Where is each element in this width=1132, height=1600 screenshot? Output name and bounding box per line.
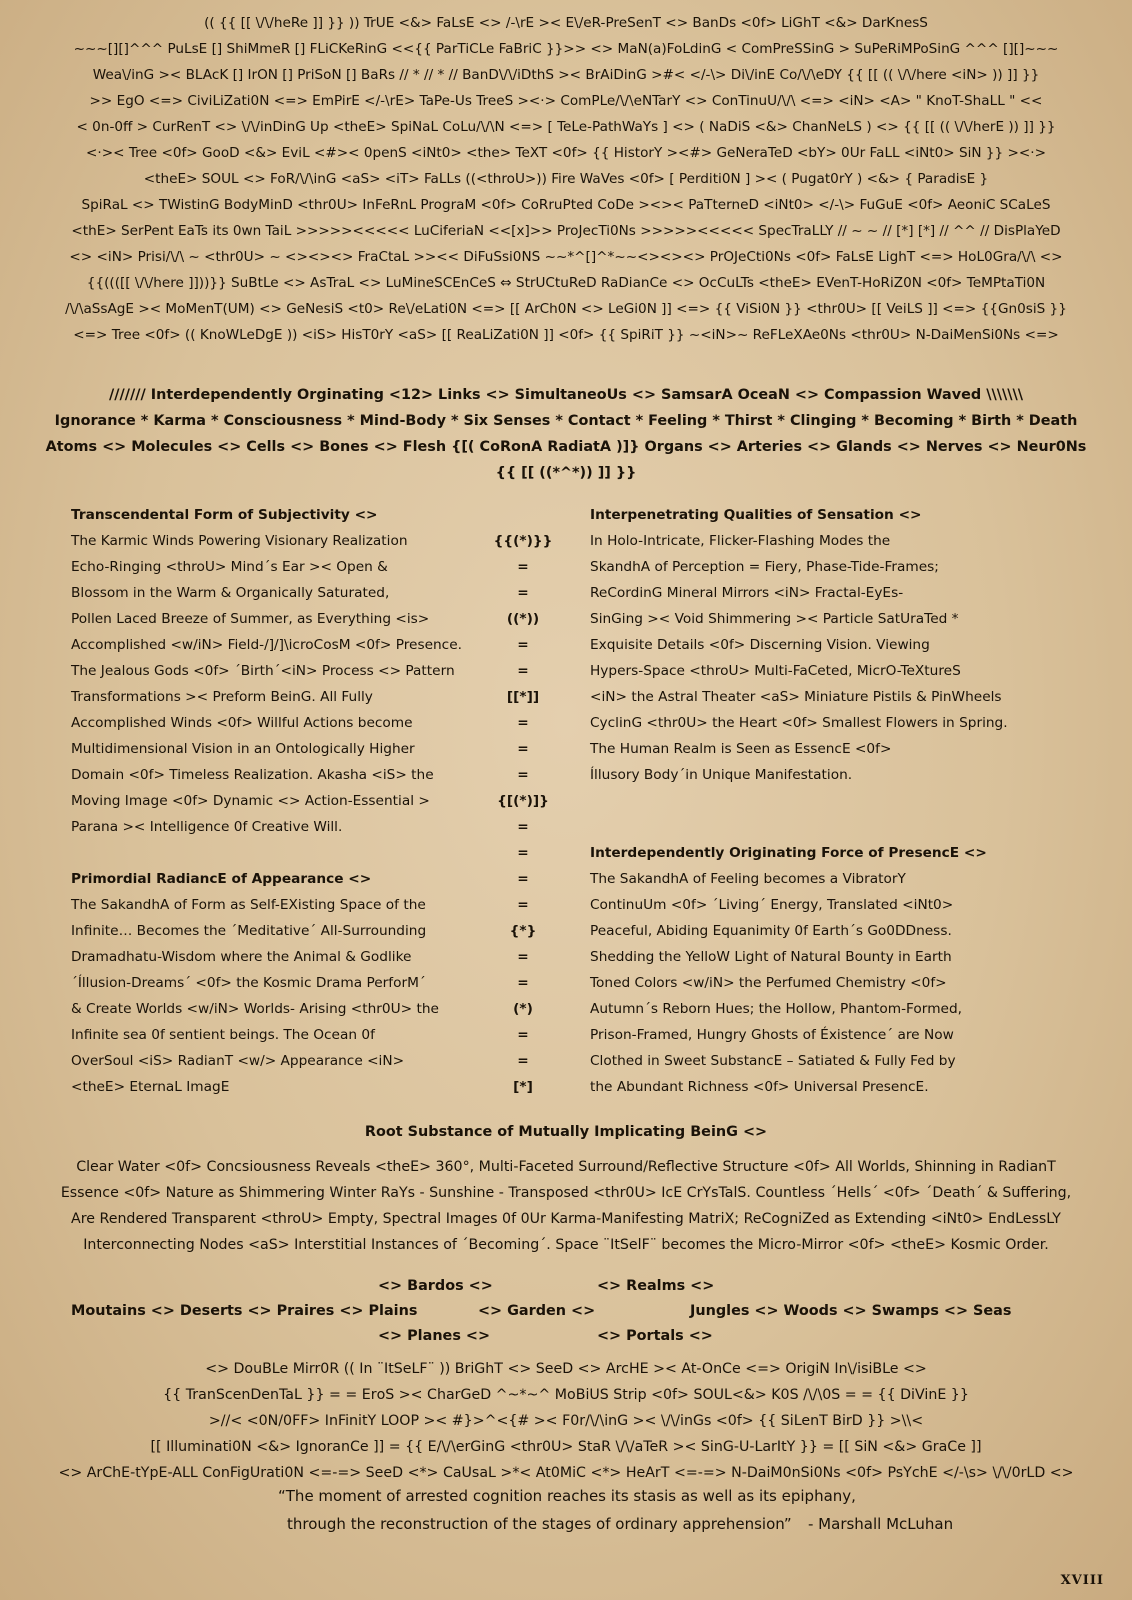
column-line: ContinuUm <0f> ´Living´ Energy, Translated <iNt0>: [590, 897, 954, 913]
twelve-links-list: Ignorance * Karma * Consciousness * Mind-Body * Six Senses * Contact * Feeling * Thirst * Clinging * Becoming * Birth * Death: [54, 413, 1078, 429]
verse-line: <·>< Tree <0f> GooD <&> EviL <#>< 0penS <iNt0> <the> TeXT <0f> {{ HistorY ><#> GeNeraTeD <bY> 0Ur FaLL <iNt0> SiN }} ><·>: [86, 145, 1046, 161]
column-line: & Create Worlds <w/iN> Worlds- Arising <thr0U> the: [71, 1001, 439, 1017]
verse-line: SpiRaL <> TWistinG BodyMinD <thr0U> InFeRnL PrograM <0f> CoRruPted CoDe ><>< PaTterneD <iNt0> </-\> FuGuE <0f> AeoniC SCaLeS: [81, 197, 1051, 213]
links-heading: /////// Interdependently Orginating <12> Links <> SimultaneoUs <> SamsarA OceaN <> Compassion Waved \\\\\\\: [109, 387, 1023, 403]
divider-symbol: =: [517, 663, 529, 679]
bardos-label: <> Bardos <>: [378, 1278, 493, 1294]
column-line: Echo-Ringing <throU> Mind´s Ear >< Open &: [71, 559, 388, 575]
quote-author: - Marshall McLuhan: [808, 1515, 954, 1533]
divider-symbol: =: [517, 975, 529, 991]
page-number: XVIII: [1060, 1573, 1104, 1588]
section-title: Primordial RadiancE of Appearance <>: [71, 871, 372, 887]
column-line: Transformations >< Preform BeinG. All Fully: [71, 689, 373, 705]
column-line: Blossom in the Warm & Organically Saturated,: [71, 585, 390, 601]
column-line: SinGing >< Void Shimmering >< Particle SatUraTed *: [590, 611, 959, 627]
column-line: SkandhA of Perception = Fiery, Phase-Tide-Frames;: [590, 559, 939, 575]
verse-line: <> ArChE-tYpE-ALL ConFigUrati0N <=-=> SeeD <*> CaUsaL >*< At0MiC <*> HeArT <=-=> N-DaiM0nSi0Ns <0f> PsYchE </-\s> \/\/0rLD <>: [58, 1465, 1074, 1481]
top-verse-block: [20, 10, 1112, 348]
divider-symbol: [[*]]: [506, 689, 540, 705]
root-substance-title: Root Substance of Mutually Implicating BeinG <>: [364, 1124, 768, 1140]
column-line: ´Íllusion-Dreams´ <0f> the Kosmic Drama PerforM´: [71, 975, 426, 991]
column-line: The SakandhA of Feeling becomes a VibratorY: [590, 871, 906, 887]
column-line: OverSoul <iS> RadianT <w/> Appearance <iN>: [71, 1053, 405, 1069]
divider-symbol: [*]: [513, 1079, 533, 1095]
links-heading-block: [20, 382, 1112, 486]
quote-line-1: “The moment of arrested cognition reaches its stasis as well as its epiphany,: [278, 1487, 856, 1505]
divider-symbol: =: [517, 871, 529, 887]
body-elements-list: Atoms <> Molecules <> Cells <> Bones <> Flesh {[( CoRonA RadiatA )]} Organs <> Arteries <> Glands <> Nerves <> Neur0Ns: [45, 439, 1087, 455]
column-line: Shedding the YelloW Light of Natural Bounty in Earth: [590, 949, 952, 965]
verse-line: (( {{ [[ \/\/heRe ]] }} )) TrUE <&> FaLsE <> /-\rE >< E\/eR-PreSenT <> BanDs <0f> LiGhT <&> DarKnesS: [204, 15, 928, 31]
column-line: <iN> the Astral Theater <aS> Miniature Pistils & PinWheels: [590, 689, 1002, 705]
heading-symbol: {{ [[ ((*^*)) ]] }}: [495, 465, 637, 481]
column-line: CyclinG <thr0U> the Heart <0f> Smallest Flowers in Spring.: [590, 715, 1008, 731]
divider-symbol: =: [517, 767, 529, 783]
column-line: The Karmic Winds Powering Visionary Realization: [71, 533, 408, 549]
column-line: Infinite sea 0f sentient beings. The Ocean 0f: [71, 1027, 375, 1043]
closing-verse-block: [20, 1356, 1112, 1486]
root-substance-body: [20, 1154, 1112, 1258]
paragraph-line: Clear Water <0f> Concsiousness Reveals <theE> 360°, Multi-Faceted Surround/Reflective Structure <0f> All Worlds, Shinning in RadianT: [76, 1159, 1056, 1175]
column-line: The Jealous Gods <0f> ´Birth´<iN> Process <> Pattern: [71, 663, 455, 679]
column-line: Infinite… Becomes the ´Meditative´ All-Surrounding: [71, 923, 427, 939]
column-line: Pollen Laced Breeze of Summer, as Everything <is>: [71, 611, 430, 627]
verse-line: <> <iN> Prisi/\/\ ~ <thr0U> ~ <><><> FraCtaL >><< DiFuSsi0NS ~~*^[]^*~~<><><> PrOJeCti0Ns <0f> FaLsE LighT <=> HoL0Gra/\/\ <>: [69, 249, 1063, 265]
verse-line: {{((([[ \/\/here ]]))}} SuBtLe <> AsTraL <> LuMineSCEnCeS ⇔ StrUCtuReD RaDianCe <> OcCuLTs <theE> EVenT-HoRiZ0N <0f> TeMPtaTi0N: [86, 275, 1046, 291]
column-line: the Abundant Richness <0f> Universal PresencE.: [590, 1079, 929, 1095]
divider-symbol: =: [517, 1027, 529, 1043]
garden-label: <> Garden <>: [478, 1303, 596, 1319]
divider-symbol: ((*)): [506, 611, 540, 627]
column-line: Dramadhatu-Wisdom where the Animal & Godlike: [71, 949, 412, 965]
column-line: The SakandhA of Form as Self-EXisting Space of the: [71, 897, 426, 913]
spacer: [590, 814, 1110, 840]
verse-line: ~~~[][]^^^ PuLsE [] ShiMmeR [] FLiCKeRinG <<{{ ParTiCLe FaBriC }}>> <> MaN(a)FoLdinG < ComPreSSinG > SuPeRiMPoSinG ^^^ [][]~~~: [73, 41, 1059, 57]
column-line: The Human Realm is Seen as EssencE <0f>: [590, 741, 892, 757]
column-line: Prison-Framed, Hungry Ghosts of Éxistence´ are Now: [590, 1027, 954, 1043]
column-line: <theE> EternaL ImagE: [71, 1079, 230, 1095]
landscapes-right: Jungles <> Woods <> Swamps <> Seas: [690, 1303, 1012, 1319]
middle-symbol-column: [490, 502, 556, 1100]
verse-line: /\/\aSsAgE >< MoMenT(UM) <> GeNesiS <t0> Re\/eLati0N <=> [[ ArCh0N <> LeGi0N ]] <=> {{ ViSi0N }} <thr0U> [[ VeiLS ]] <=> {{Gn0siS }}: [65, 301, 1067, 317]
column-line: Toned Colors <w/iN> the Perfumed Chemistry <0f>: [590, 975, 947, 991]
divider-symbol: =: [517, 897, 529, 913]
divider-symbol: =: [517, 715, 529, 731]
divider-symbol: =: [517, 637, 529, 653]
verse-line: <> DouBLe Mirr0R (( In ¨ItSeLF¨ )) BriGhT <> SeeD <> ArcHE >< At-OnCe <=> OrigiN In\/isiBLe <>: [205, 1361, 927, 1377]
section-title: Transcendental Form of Subjectivity <>: [71, 507, 378, 523]
verse-line: <theE> SOUL <> FoR/\/\inG <aS> <iT> FaLLs ((<throU>)) Fire WaVes <0f> [ Perditi0N ] >< ( Pugat0rY ) <&> { ParadisE }: [143, 171, 989, 187]
planes-label: <> Planes <>: [378, 1328, 491, 1344]
portals-label: <> Portals <>: [597, 1328, 713, 1344]
divider-symbol: =: [517, 845, 529, 861]
column-line: Accomplished <w/iN> Field-/]/]\icroCosM <0f> Presence.: [71, 637, 462, 653]
section-title: Interdependently Originating Force of PresencE <>: [590, 845, 987, 861]
verse-line: {{ TranScenDenTaL }} = = ErоS >< CharGeD ^~*~^ MoBiUS Strip <0f> SOUL<&> K0S /\/\0S = = {{ DiVinE }}: [163, 1387, 969, 1403]
right-column: [590, 502, 1110, 1100]
column-line: Parana >< Intelligence 0f Creative Will.: [71, 819, 343, 835]
paragraph-line: Essence <0f> Nature as Shimmering Winter RaYs - Sunshine - Transposed <thr0U> IcE CrYsTalS. Countless ´Hells´ <0f> ´Death´ & Suffering,: [60, 1185, 1072, 1201]
quote-line-2: through the reconstruction of the stages of ordinary apprehension”: [287, 1515, 792, 1533]
column-line: Íllusory Body´in Unique Manifestation.: [590, 767, 853, 783]
column-line: Peaceful, Abiding Equanimity 0f Earth´s Go0DDness.: [590, 923, 952, 939]
verse-line: [[ Illuminati0N <&> IgnoranCe ]] = {{ E/\/\erGinG <thr0U> StaR \/\/aTeR >< SinG-U-LarItY }} = [[ SiN <&> GraCe ]]: [150, 1439, 982, 1455]
divider-symbol: (*): [513, 1001, 533, 1017]
column-line: Exquisite Details <0f> Discerning Vision. Viewing: [590, 637, 930, 653]
section-title: Interpenetrating Qualities of Sensation <>: [590, 507, 922, 523]
landscapes-left: Moutains <> Deserts <> Praires <> Plains: [71, 1303, 418, 1319]
divider-symbol: =: [517, 949, 529, 965]
divider-symbol: {{(*)}}: [493, 533, 553, 549]
column-line: Accomplished Winds <0f> Willful Actions become: [71, 715, 413, 731]
divider-symbol: =: [517, 819, 529, 835]
column-line: Hypers-Space <throU> Multi-FaCeted, MicrO-TeXtureS: [590, 663, 961, 679]
column-line: Clothed in Sweet SubstancE – Satiated & Fully Fed by: [590, 1053, 956, 1069]
verse-line: Wea\/inG >< BLAcK [] IrON [] PriSoN [] BaRs // * // * // BanD\/\/iDthS >< BrAiDinG >#< </-\> Di\/inE Co/\/\eDY {{ [[ (( \/\/here <iN> )) ]] }}: [92, 67, 1040, 83]
divider-symbol: =: [517, 559, 529, 575]
divider-symbol: {[(*)]}: [497, 793, 549, 809]
column-line: Moving Image <0f> Dynamic <> Action-Essential >: [71, 793, 430, 809]
paragraph-line: Are Rendered Transparent <throU> Empty, Spectral Images 0f 0Ur Karma-Manifesting MatriX; ReCogniZed as Extending <iNt0> EndLessLY: [71, 1211, 1061, 1227]
column-line: Multidimensional Vision in an Ontologically Higher: [71, 741, 415, 757]
verse-line: <thE> SerPent EaTs its 0wn TaiL >>>>><<<<< LuCiferiaN <<[x]>> ProJecTi0Ns >>>>><<<<< SpecTraLLY // ~ ~ // [*] [*] // ^^ // DisPlaYeD: [71, 223, 1061, 239]
column-line: Autumn´s Reborn Hues; the Hollow, Phantom-Formed,: [590, 1001, 962, 1017]
verse-line: >> EgO <=> CiviLiZati0N <=> EmPirE </-\rE> TaPe-Us TreeS ><·> ComPLe/\/\eNTarY <> ConTinuU/\/\ <=> <iN> <A> " KnoT-ShaLL " <<: [89, 93, 1043, 109]
verse-line: >//< <0N/0FF> InFinitY LOOP >< #}>^<{# >< F0r/\/\inG >< \/\/inGs <0f> {{ SiLenT BirD }} >\\<: [208, 1413, 924, 1429]
column-line: Domain <0f> Timeless Realization. Akasha <iS> the: [71, 767, 434, 783]
column-line: ReCordinG Mineral Mirrors <iN> Fractal-EyEs-: [590, 585, 904, 601]
spacer: [71, 840, 491, 866]
divider-symbol: =: [517, 1053, 529, 1069]
divider-symbol: {*}: [509, 923, 537, 939]
verse-line: < 0n-0ff > CurRenT <> \/\/inDinG Up <theE> SpiNaL CoLu/\/\N <=> [ TeLe-PathWaYs ] <> ( NaDiS <&> ChanNeLS ) <> {{ [[ (( \/\/herE )) ]] }}: [76, 119, 1056, 135]
spacer: [490, 502, 556, 528]
divider-symbol: =: [517, 741, 529, 757]
verse-line: <=> Tree <0f> (( KnoWLeDgE )) <iS> HisT0rY <aS> [[ ReaLiZati0N ]] <0f> {{ SpiRiT }} ~<iN>~ ReFLeXAe0Ns <thr0U> N-DaiMenSi0Ns <=>: [73, 327, 1059, 343]
spacer: [590, 788, 1110, 814]
realms-label: <> Realms <>: [597, 1278, 715, 1294]
column-line: In Holo-Intricate, Flicker-Flashing Modes the: [590, 533, 891, 549]
paragraph-line: Interconnecting Nodes <aS> Interstitial Instances of ´Becoming´. Space ¨ItSelF¨ becomes the Micro-Mirror <0f> <theE> Kosmic Order.: [83, 1237, 1049, 1253]
left-column: [71, 502, 491, 1100]
divider-symbol: =: [517, 585, 529, 601]
